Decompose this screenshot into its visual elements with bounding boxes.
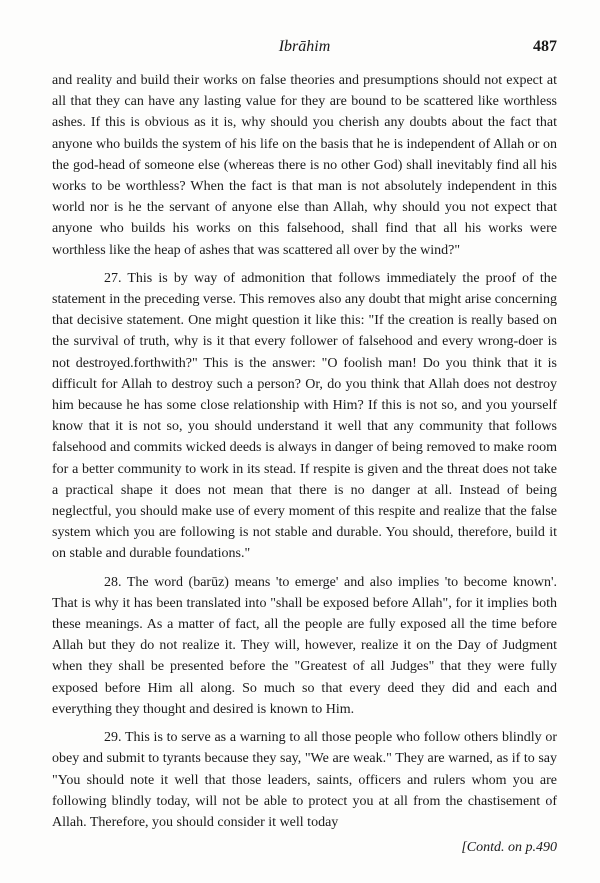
paragraph-continuation: and reality and build their works on false theories and presumptions should not expect at all that they can have any lasting value for they are bound to be scattered like worthless ashes. If this is obvious as it is, why should you cherish any doubts about the fact that anyone who builds the system of his life on the basis that he is independent of Allah or on the god-head of someone else (whereas there is no other God) shall inevitably find all his works to be worthless? When the fact is that man is not absolutely independent in this world nor is he the servant of anyone else than Allah, why should you not expect that anyone who builds his works on this falsehood, shall find that all his works were worthless like the heap of ashes that was scattered all over by the wind?" [52, 73, 557, 258]
paragraph-note-27: 27. This is by way of admonition that follows immediately the proof of the statement in the preceding verse. This removes also any doubt that might arise concerning that decisive statement. One might question it like this: "If the creation is really based on the survival of truth, why is it that every follower of falsehood and every wrong-doer is not destroyed.forthwith?" This is the answer: "O foolish man! Do you think that it is difficult for Allah to destroy such a person? Or, do you think that Allah does not destroy him because he has some close relationship with Him? If this is not so, and you yourself know that it is not so, you should understand it well that any community that follows falsehood and commits wicked deeds is always in danger of being removed to make room for a better community to work in its stead. If respite is given and the threat does not take a practical shape it does not mean that there is no danger at all. Instead of being neglectful, you should make use of every moment of this respite and realize that the false system which you are following is not stable and durable. You should, therefore, build it on stable and durable foundations." [52, 270, 557, 562]
paragraph-note-29: 29. This is to serve as a warning to all those people who follow others blindly or obey and submit to tyrants because they say, "We are weak." They are warned, as if to say "You should note it well that those leaders, saints, officers and rulers whom you are following blindly today, will not be able to protect you at all from the chastisement of Allah. Therefore, you should consider it well today [52, 730, 557, 830]
paragraph-note-28: 28. The word (barūz) means 'to emerge' and also implies 'to become known'. That is why it has been translated into "shall be exposed before Allah", for it implies both these meanings. As a matter of fact, all the people are fully exposed all the time before Allah but they do not realize it. They will, however, realize it on the Day of Judgment when they shall be presented before the "Greatest of all Judges" that they were fully exposed before Him all along. So much so that every deed they did and each and everything they thought and desired is known to Him. [52, 574, 557, 717]
body-text [52, 70, 557, 840]
continued-note: [Contd. on p.490 [461, 840, 557, 855]
running-title: Ibrāhim [278, 38, 331, 55]
page-number: 487 [533, 38, 557, 55]
running-head [52, 38, 557, 62]
